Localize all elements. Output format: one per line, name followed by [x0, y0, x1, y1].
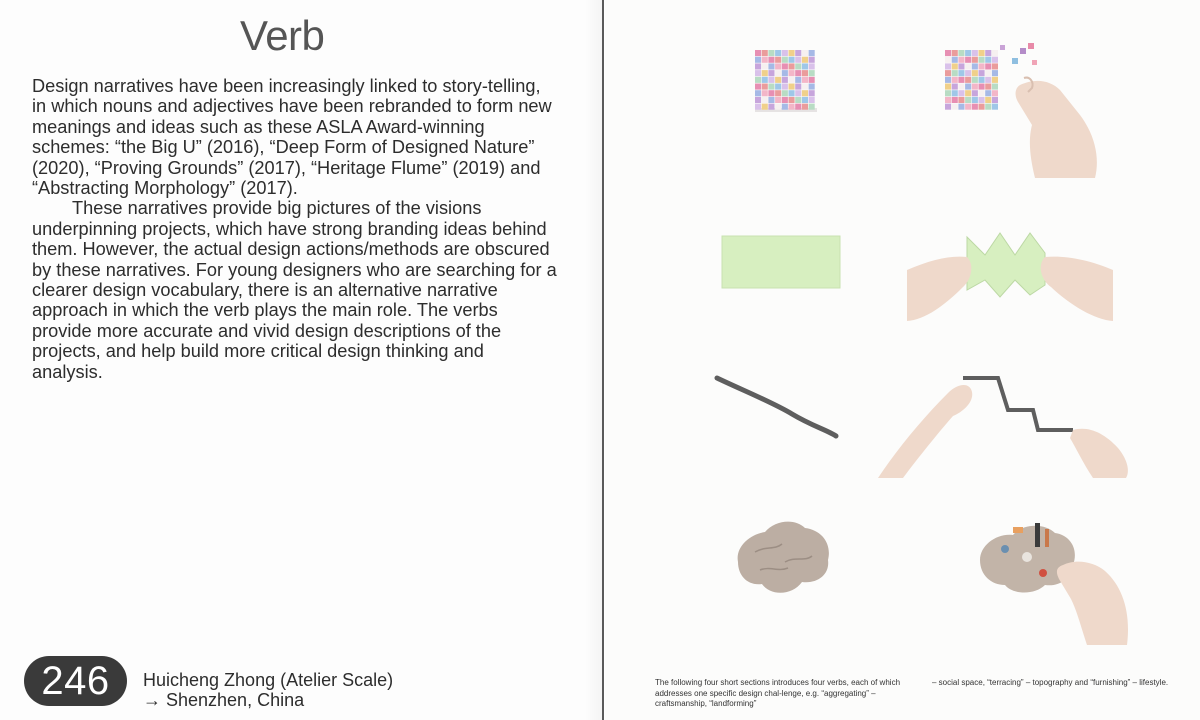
cube	[755, 104, 761, 110]
cube	[768, 70, 774, 76]
cube	[985, 84, 991, 90]
hands-bending-wire-photo	[878, 368, 1133, 483]
cube	[755, 90, 761, 96]
cube	[965, 90, 971, 96]
cube	[979, 50, 985, 56]
hand-shape	[1016, 81, 1097, 178]
cube	[795, 57, 801, 63]
loose-cube	[1020, 48, 1026, 54]
cube	[762, 104, 768, 110]
cube	[958, 63, 964, 69]
cube	[782, 97, 788, 103]
cube	[972, 104, 978, 110]
cube	[802, 50, 808, 56]
hand-arranging-cubes-photo	[940, 40, 1105, 180]
cube	[802, 63, 808, 69]
cube	[972, 84, 978, 90]
folded-paper	[967, 233, 1045, 297]
furniture-piece	[1045, 529, 1049, 547]
green-paper-strip-photo	[718, 232, 844, 292]
cube	[755, 63, 761, 69]
cube	[755, 97, 761, 103]
hand-shape	[1057, 562, 1128, 645]
cube	[809, 57, 815, 63]
cube	[775, 50, 781, 56]
cube	[965, 84, 971, 90]
cube	[755, 84, 761, 90]
cube	[802, 90, 808, 96]
cube	[789, 104, 795, 110]
cube	[958, 57, 964, 63]
cube	[768, 84, 774, 90]
cube	[809, 97, 815, 103]
furniture-piece	[1039, 569, 1047, 577]
cube	[762, 84, 768, 90]
cube	[775, 104, 781, 110]
cube	[809, 77, 815, 83]
cube	[775, 90, 781, 96]
cube	[979, 97, 985, 103]
cube	[985, 63, 991, 69]
cube	[952, 63, 958, 69]
cube	[985, 50, 991, 56]
cube	[992, 104, 998, 110]
cube	[972, 97, 978, 103]
gutter-shadow	[585, 0, 602, 720]
clay-shape	[738, 522, 829, 593]
furniture-piece	[1013, 527, 1023, 533]
wire-line	[717, 378, 836, 436]
cube	[972, 77, 978, 83]
cube	[762, 57, 768, 63]
cube	[972, 50, 978, 56]
body-text	[32, 76, 557, 382]
cube	[809, 63, 815, 69]
paragraph-2: These narratives provide big pictures of the visions underpinning projects, which have strong branding ideas behind them. However, the actual design actions/methods are obscured by these narratives. For young designers who are searching for a clearer design vocabulary, there is an alternative narrative approach in which the verb plays the main role. The verbs provide more accurate and vivid design descriptions of the projects, and help build more critical design thinking and analysis.	[32, 198, 557, 382]
book-gutter	[602, 0, 604, 720]
cube	[789, 63, 795, 69]
cube	[979, 63, 985, 69]
cube	[762, 63, 768, 69]
loose-cube	[1028, 43, 1034, 49]
cube	[952, 97, 958, 103]
cube	[952, 84, 958, 90]
cube	[768, 90, 774, 96]
cube	[992, 57, 998, 63]
cube	[958, 50, 964, 56]
cube	[795, 77, 801, 83]
cube	[972, 70, 978, 76]
cube	[972, 90, 978, 96]
cube	[979, 104, 985, 110]
cube	[755, 70, 761, 76]
cube	[952, 77, 958, 83]
cube	[782, 84, 788, 90]
cube	[985, 90, 991, 96]
cube	[958, 84, 964, 90]
cube	[979, 57, 985, 63]
cube	[782, 77, 788, 83]
cube	[992, 90, 998, 96]
cube	[979, 77, 985, 83]
cube	[768, 50, 774, 56]
cube	[992, 50, 998, 56]
cube	[802, 97, 808, 103]
cube	[789, 77, 795, 83]
cube	[965, 50, 971, 56]
cube	[965, 63, 971, 69]
cube	[945, 63, 951, 69]
cube	[762, 77, 768, 83]
cube	[775, 63, 781, 69]
cube	[775, 77, 781, 83]
cube	[972, 57, 978, 63]
cube	[979, 84, 985, 90]
cube	[985, 77, 991, 83]
cube	[952, 70, 958, 76]
furniture-piece	[1022, 552, 1032, 562]
page-title: Verb	[240, 12, 325, 59]
author-block	[143, 670, 393, 710]
cube	[958, 90, 964, 96]
cube	[795, 104, 801, 110]
cube	[965, 104, 971, 110]
loose-cube	[1012, 58, 1018, 64]
cube	[945, 70, 951, 76]
cube	[762, 50, 768, 56]
cube-grid	[755, 50, 815, 110]
cube	[965, 70, 971, 76]
cube	[945, 97, 951, 103]
cube	[952, 90, 958, 96]
cube	[992, 70, 998, 76]
cube	[945, 84, 951, 90]
cube	[789, 90, 795, 96]
hands-folding-paper-photo	[905, 225, 1115, 325]
cube	[985, 104, 991, 110]
cube	[952, 50, 958, 56]
cube	[972, 63, 978, 69]
cube	[945, 57, 951, 63]
cube	[775, 97, 781, 103]
cube	[795, 70, 801, 76]
cube	[979, 90, 985, 96]
left-hand-shape	[878, 385, 972, 478]
cube	[809, 50, 815, 56]
cube	[775, 70, 781, 76]
cube	[985, 97, 991, 103]
paper-strip	[722, 236, 840, 288]
cube	[809, 84, 815, 90]
cube	[958, 70, 964, 76]
cube	[952, 57, 958, 63]
cube	[789, 97, 795, 103]
cube	[809, 70, 815, 76]
cube	[802, 84, 808, 90]
furniture-piece	[1035, 523, 1040, 547]
cube	[992, 77, 998, 83]
cube	[755, 77, 761, 83]
cube	[958, 97, 964, 103]
cube	[755, 50, 761, 56]
cube	[795, 50, 801, 56]
cube	[795, 84, 801, 90]
loose-cube	[1000, 45, 1005, 50]
caption-column-2: – social space, “terracing” – topography and “furnishing” – lifestyle.	[932, 678, 1169, 687]
cube	[979, 70, 985, 76]
cube	[795, 90, 801, 96]
right-hand-shape	[1041, 257, 1113, 321]
cube	[782, 57, 788, 63]
paragraph-1: Design narratives have been increasingly linked to story-telling, in which nouns and adjectives have been rebranded to form new meanings and ideas such as these ASLA Award-winning schemes: “the Big U” (2016), “Deep Form of Designed Nature” (2020), “Proving Grounds” (2017), “Heritage Flume” (2019) and “Abstracting Morphology” (2017).	[32, 76, 552, 199]
page-number-badge: 246	[24, 656, 127, 706]
cube	[782, 70, 788, 76]
cube	[768, 57, 774, 63]
cube-grid-photo	[750, 45, 820, 115]
cube	[782, 50, 788, 56]
cube	[802, 77, 808, 83]
cube	[789, 84, 795, 90]
cube	[992, 97, 998, 103]
cube	[795, 63, 801, 69]
cube	[952, 104, 958, 110]
cube	[795, 97, 801, 103]
cube	[768, 97, 774, 103]
cube	[762, 97, 768, 103]
cube	[992, 63, 998, 69]
cube	[992, 84, 998, 90]
hand-furnishing-clay-photo	[975, 515, 1135, 650]
cube	[782, 104, 788, 110]
cube	[755, 57, 761, 63]
cube	[789, 50, 795, 56]
cube	[985, 57, 991, 63]
cube	[789, 70, 795, 76]
cube	[775, 84, 781, 90]
cube	[802, 104, 808, 110]
cube	[775, 57, 781, 63]
right-hand-shape	[1070, 429, 1128, 478]
cube	[768, 77, 774, 83]
cube	[768, 104, 774, 110]
cube	[945, 50, 951, 56]
cube	[965, 57, 971, 63]
cube	[782, 90, 788, 96]
author-location: → Shenzhen, China	[143, 690, 305, 710]
author-name: Huicheng Zhong (Atelier Scale)	[143, 670, 394, 690]
cube	[768, 63, 774, 69]
cube	[958, 104, 964, 110]
cube	[802, 70, 808, 76]
cube	[958, 77, 964, 83]
cube	[985, 70, 991, 76]
cube	[945, 77, 951, 83]
bent-wire	[963, 378, 1073, 430]
cube	[782, 63, 788, 69]
loose-cube-grid	[945, 50, 998, 110]
cube	[802, 57, 808, 63]
loose-cube	[1032, 60, 1037, 65]
cube	[809, 90, 815, 96]
wire-strip-photo	[712, 372, 842, 442]
caption-column-1: The following four short sections introduces four verbs, each of which addresses one specific design chal-lenge, e.g. “aggregating” – craftsmanship, “landforming”	[655, 678, 901, 708]
cube	[762, 90, 768, 96]
cube	[809, 104, 815, 110]
clay-mound-photo	[730, 512, 835, 602]
cube	[789, 57, 795, 63]
cube	[762, 70, 768, 76]
cube	[945, 104, 951, 110]
cube	[965, 77, 971, 83]
cube	[965, 97, 971, 103]
cube	[945, 90, 951, 96]
left-hand-shape	[907, 257, 971, 321]
furniture-piece	[1001, 545, 1009, 553]
